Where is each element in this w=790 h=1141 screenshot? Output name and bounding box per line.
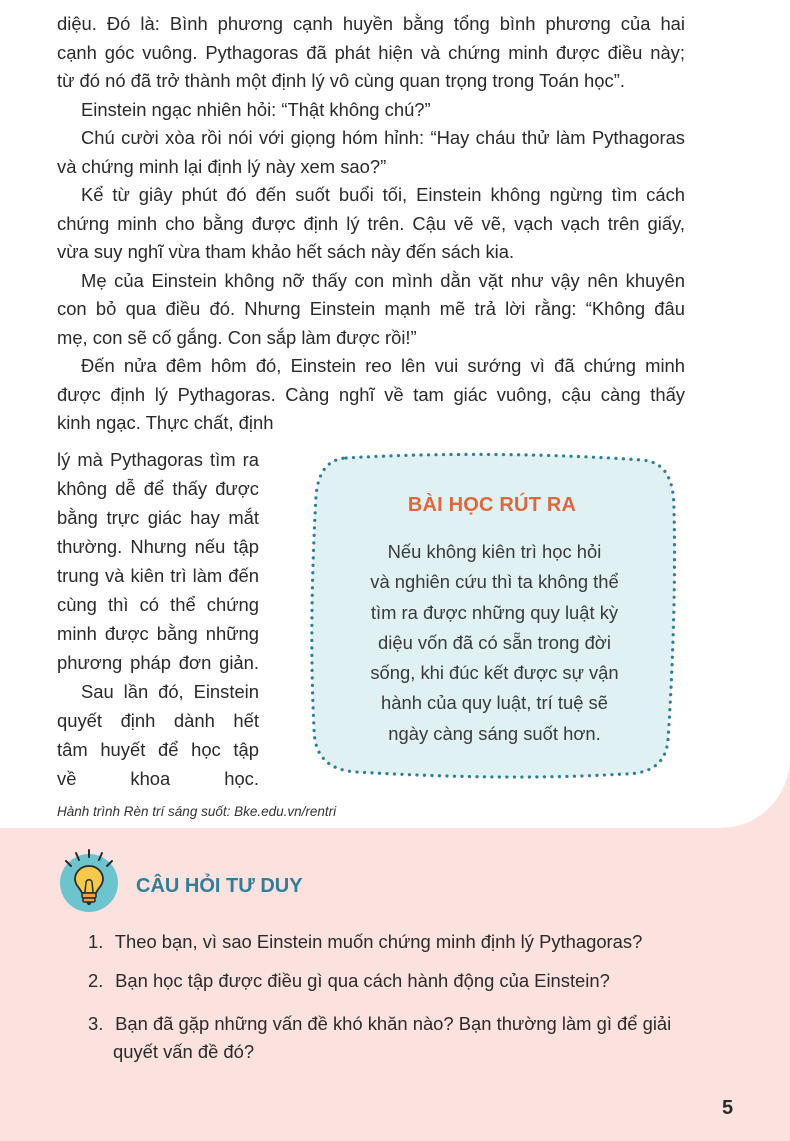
body-line: vừa suy nghĩ vừa tham khảo hết sách này đến sách kia. [57,241,515,262]
lesson-line: tìm ra được những quy luật kỳ [370,601,619,623]
body-line: Einstein ngạc nhiên hỏi: “Thật không chú?” [81,98,431,120]
question-number: 3. [88,1013,104,1034]
body-line: về khoa học. [57,768,259,789]
question-text-continued: quyết vấn đề đó? [113,1041,255,1062]
body-line: không dễ để thấy được [57,478,259,499]
question-item [88,928,642,957]
question-number: 2. [88,970,104,991]
lesson-box [306,450,678,780]
question-text: Theo bạn, vì sao Einstein muốn chứng minh định lý Pythagoras? [114,931,643,952]
body-line: Kể từ giây phút đó đến suốt buổi tối, Einstein không ngừng tìm cách [81,184,685,205]
body-line: cạnh góc vuông. Pythagoras đã phát hiện và chứng minh được điều này; [57,41,685,63]
source-citation: Hành trình Rèn trí sáng suốt: Bke.edu.vn/rentri [57,804,337,819]
lesson-line: ngày càng sáng suốt hơn. [388,722,601,744]
body-line: Đến nửa đêm hôm đó, Einstein reo lên vui sướng vì đã chứng minh [81,355,685,376]
story-narrow-column [57,445,259,793]
body-line: thường. Nhưng nếu tập [57,536,259,557]
body-line: cùng thì có thể chứng [57,594,259,615]
lesson-line: Nếu không kiên trì học hỏi [387,541,602,562]
lesson-line: hành của quy luật, trí tuệ sẽ [381,692,608,714]
body-line: từ đó nó đã trở thành một định lý vô cùng quan trọng trong Toán học”. [57,70,625,91]
lesson-line: sống, khi đúc kết được sự vận [370,662,619,684]
lesson-text [342,537,647,749]
body-line: được định lý Pythagoras. Càng nghĩ về tam giác vuông, cậu càng thấy [57,383,685,405]
body-line: chứng minh cho bằng được định lý trên. Cậu vẽ vẽ, vạch vạch trên giấy, [57,212,685,234]
story-paragraph-1 [57,10,685,438]
body-line: trung và kiên trì làm đến [57,565,259,586]
body-line: phương pháp đơn giản. [57,652,259,673]
lesson-line: diệu vốn đã có sẵn trong đời [378,631,611,653]
question-item [88,1010,671,1039]
question-number: 1. [88,931,104,952]
body-line: lý mà Pythagoras tìm ra [57,449,259,470]
body-line: con bỏ qua điều đó. Nhưng Einstein mạnh mẽ trả lời rằng: “Không đâu [57,298,685,319]
body-line: minh được bằng những [57,623,259,644]
lightbulb-icon [56,848,122,914]
body-line: tâm huyết để học tập [57,739,259,760]
page-number: 5 [722,1097,734,1119]
body-line: mẹ, con sẽ cố gắng. Con sắp làm được rồi!” [57,326,417,348]
questions-title: CÂU HỎI TƯ DUY [136,875,303,897]
body-line: Chú cười xòa rồi nói với giọng hóm hỉnh: “Hay cháu thử làm Pythagoras [81,127,685,148]
question-text: Bạn đã gặp những vấn đề khó khăn nào? Bạn thường làm gì để giải [115,1013,672,1034]
body-line: Mẹ của Einstein không nỡ thấy con mình dằn vặt như vậy nên khuyên [81,269,685,291]
body-line: diệu. Đó là: Bình phương cạnh huyền bằng tổng bình phương của hai [57,13,685,34]
question-text: Bạn học tập được điều gì qua cách hành động của Einstein? [115,970,610,991]
question-item [88,967,610,996]
body-line: và chứng minh lại định lý này xem sao?” [57,155,387,177]
body-line: bằng trực giác hay mắt [57,507,259,528]
body-line: kinh ngạc. Thực chất, định [57,412,274,433]
lesson-title: BÀI HỌC RÚT RA [407,494,577,516]
lesson-line: và nghiên cứu thì ta không thể [370,571,619,593]
body-line: quyết định dành hết [57,710,259,731]
body-line: Sau lần đó, Einstein [81,681,259,702]
